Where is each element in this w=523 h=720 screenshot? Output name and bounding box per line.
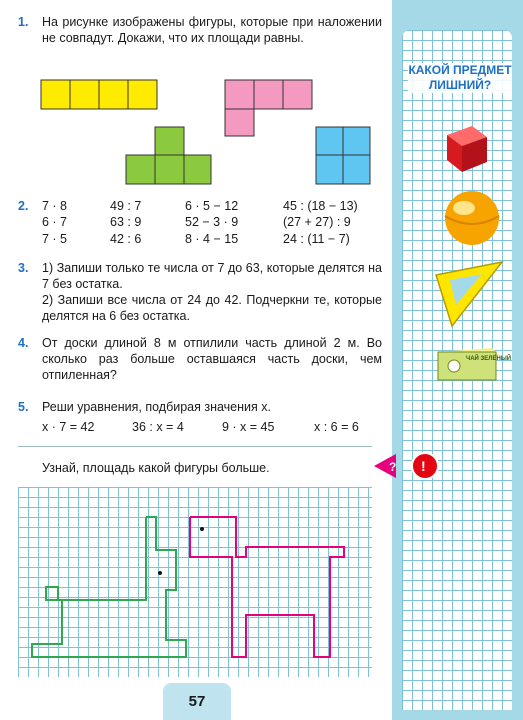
tea-box-label: ЧАЙ ЗЕЛЁНЫЙ [466, 356, 512, 362]
set-square-icon [436, 262, 502, 326]
expr: 42 : 6 [110, 232, 142, 246]
expr: 8 · 4 − 15 [185, 232, 239, 246]
expr: 6 · 7 [42, 215, 68, 229]
expr: 45 : (18 − 13) [283, 199, 358, 213]
expr: 7 · 5 [42, 232, 68, 246]
expr: 49 : 7 [110, 199, 142, 213]
task-text: Реши уравнения, подбирая значения x. [42, 400, 271, 414]
exclamation-icon [412, 453, 438, 479]
green-dot [158, 571, 162, 575]
exclamation-mark: ! [421, 458, 426, 474]
task-number: 4. [18, 336, 29, 350]
task-4 [18, 335, 382, 385]
task-text-2: 2) Запиши все числа от 24 до 42. Подчеркни те, которые делятся на 6 без остатка. [42, 293, 382, 323]
green-figure [126, 127, 211, 184]
divider [18, 446, 372, 447]
question-mark: ? [389, 460, 397, 474]
green-outline [32, 517, 186, 657]
equation: 36 : x = 4 [132, 420, 184, 434]
expr: (27 + 27) : 9 [283, 215, 351, 229]
task-number: 5. [18, 400, 29, 414]
expr: 52 − 3 · 9 [185, 215, 239, 229]
tea-box-icon [438, 348, 511, 380]
equation: x · 7 = 42 [42, 420, 95, 434]
equation: x : 6 = 6 [314, 420, 359, 434]
odd-one-out-title: КАКОЙ ПРЕДМЕТ ЛИШНИЙ? [408, 63, 512, 92]
ball-icon [445, 191, 499, 245]
expr: 63 : 9 [110, 215, 142, 229]
expr: 7 · 8 [42, 199, 68, 213]
red-cube-icon [447, 126, 487, 172]
yellow-figure [41, 80, 157, 109]
grid-figures [18, 487, 372, 677]
expr: 24 : (11 − 7) [283, 232, 350, 246]
task-text: От доски длиной 8 м отпилили часть длиной 2 м. Во сколько раз больше оставшаяся часть доски, чем отпиленная? [42, 336, 382, 382]
bonus-task-text: Узнай, площадь какой фигуры больше. [42, 461, 270, 475]
task-text-1: 1) Запиши только те числа от 7 до 63, которые делятся на 7 без остатка. [42, 261, 382, 291]
expr: 6 · 5 − 12 [185, 199, 239, 213]
blue-figure [316, 127, 370, 184]
pink-figure [225, 80, 312, 136]
equation: 9 · x = 45 [222, 420, 275, 434]
task-number: 1. [18, 15, 29, 29]
task-number: 3. [18, 261, 29, 275]
task-text: На рисунке изображены фигуры, которые при наложении не совпадут. Докажи, что их площади равны. [42, 15, 382, 45]
figures-illustration [0, 0, 392, 200]
task-5 [18, 399, 378, 415]
page-number: 57 [163, 683, 231, 720]
sidebar-items [389, 0, 523, 720]
pink-outline [190, 517, 344, 657]
pink-dot [200, 527, 204, 531]
task-3 [18, 260, 382, 326]
task-number: 2. [18, 199, 29, 213]
